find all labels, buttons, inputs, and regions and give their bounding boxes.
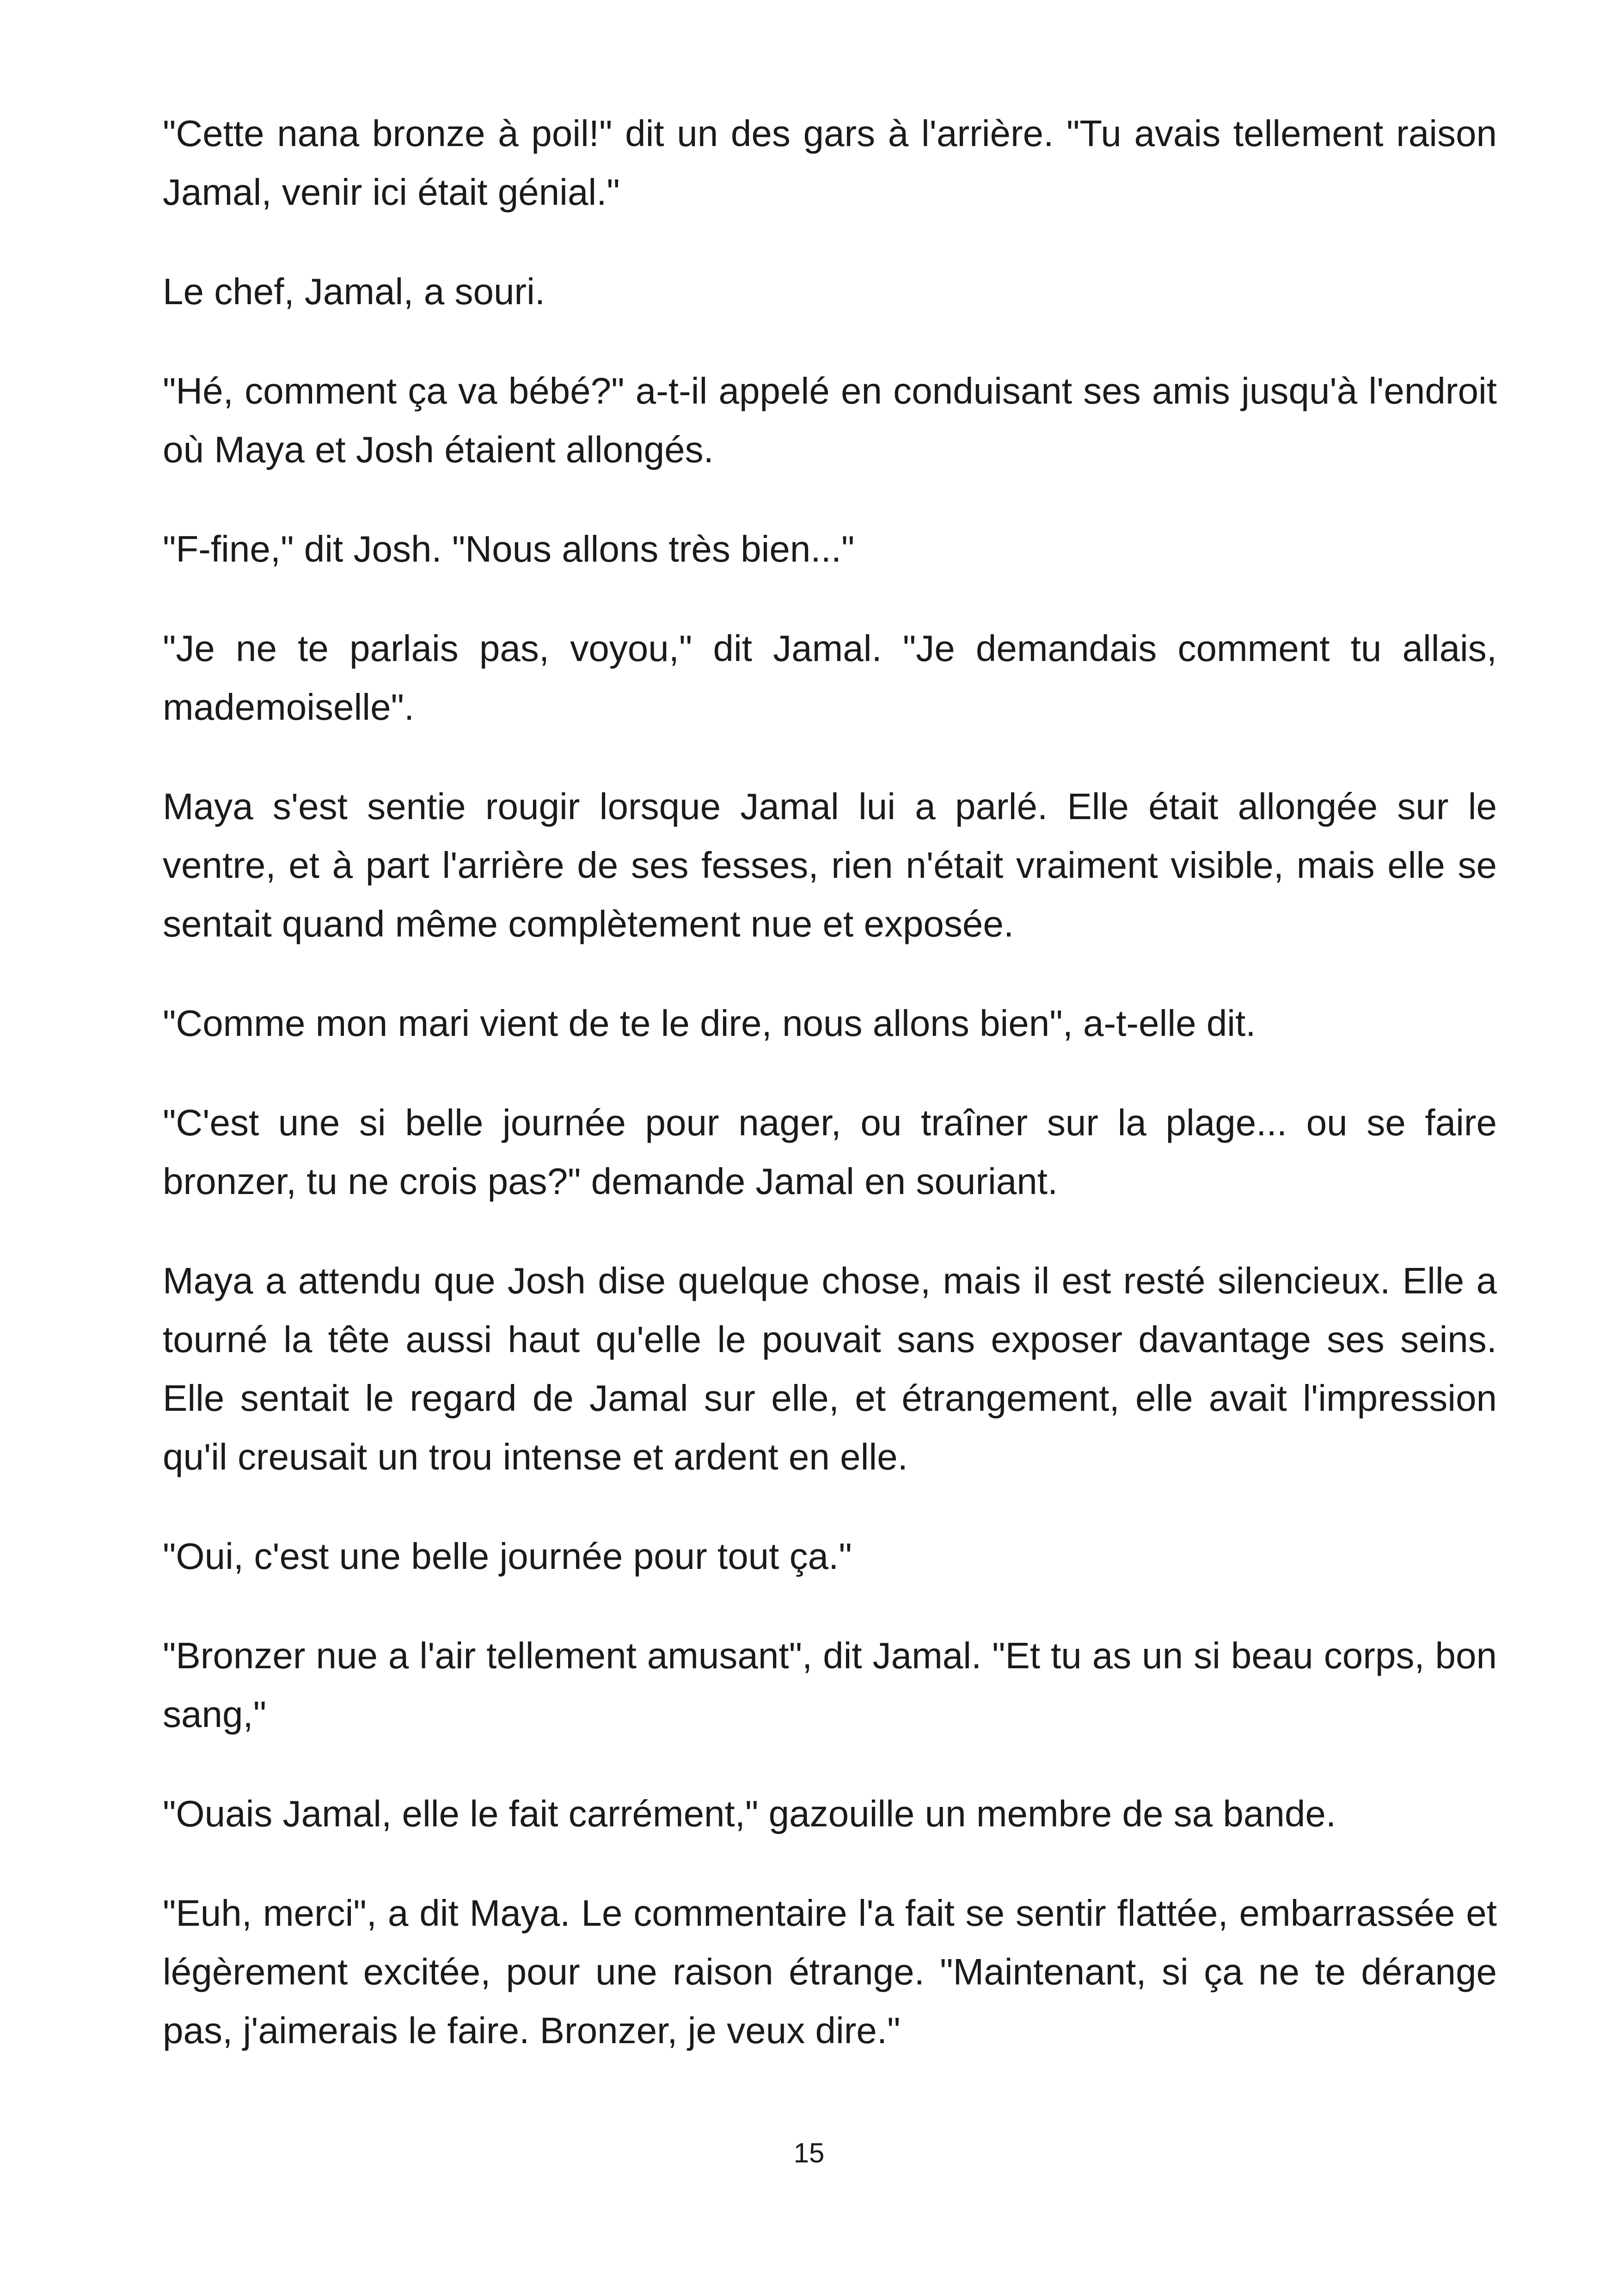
paragraph: "Oui, c'est une belle journée pour tout ça." [163, 1536, 852, 1577]
body-text [163, 104, 1497, 2100]
page-number: 15 [793, 2137, 825, 2168]
paragraph: Maya s'est sentie rougir lorsque Jamal lui a parlé. Elle était allongée sur le ventre, et à part l'arrière de ses fesses, rien n'était vraiment visible, mais elle se sentait quand même complètement nue et exposée. [163, 786, 1497, 944]
paragraph: "Euh, merci", a dit Maya. Le commentaire l'a fait se sentir flattée, embarrassée et légèrement excitée, pour une raison étrange. "Maintenant, si ça ne te dérange pas, j'aimerais le faire. Bronzer, je veux dire." [163, 1892, 1497, 2051]
paragraph: "F-fine," dit Josh. "Nous allons très bien..." [163, 528, 855, 569]
paragraph: "C'est une si belle journée pour nager, ou traîner sur la plage... ou se faire bronzer, tu ne crois pas?" demande Jamal en souriant. [163, 1102, 1497, 1202]
paragraph: Maya a attendu que Josh dise quelque chose, mais il est resté silencieux. Elle a tourné la tête aussi haut qu'elle le pouvait sans exposer davantage ses seins. Elle sentait le regard de Jamal sur elle, et étrangement, elle avait l'impression qu'il creusait un trou intense et ardent en elle. [163, 1260, 1497, 1477]
paragraph: "Je ne te parlais pas, voyou," dit Jamal. "Je demandais comment tu allais, mademoiselle". [163, 628, 1497, 728]
paragraph: "Bronzer nue a l'air tellement amusant", dit Jamal. "Et tu as un si beau corps, bon sang," [163, 1635, 1497, 1735]
paragraph: "Ouais Jamal, elle le fait carrément," gazouille un membre de sa bande. [163, 1793, 1336, 1834]
paragraph: Le chef, Jamal, a souri. [163, 271, 545, 312]
paragraph: "Comme mon mari vient de te le dire, nous allons bien", a-t-elle dit. [163, 1003, 1256, 1044]
paragraph: "Cette nana bronze à poil!" dit un des gars à l'arrière. "Tu avais tellement raison Jamal, venir ici était génial." [163, 113, 1497, 213]
paragraph: "Hé, comment ça va bébé?" a-t-il appelé en conduisant ses amis jusqu'à l'endroit où Maya et Josh étaient allongés. [163, 370, 1497, 470]
